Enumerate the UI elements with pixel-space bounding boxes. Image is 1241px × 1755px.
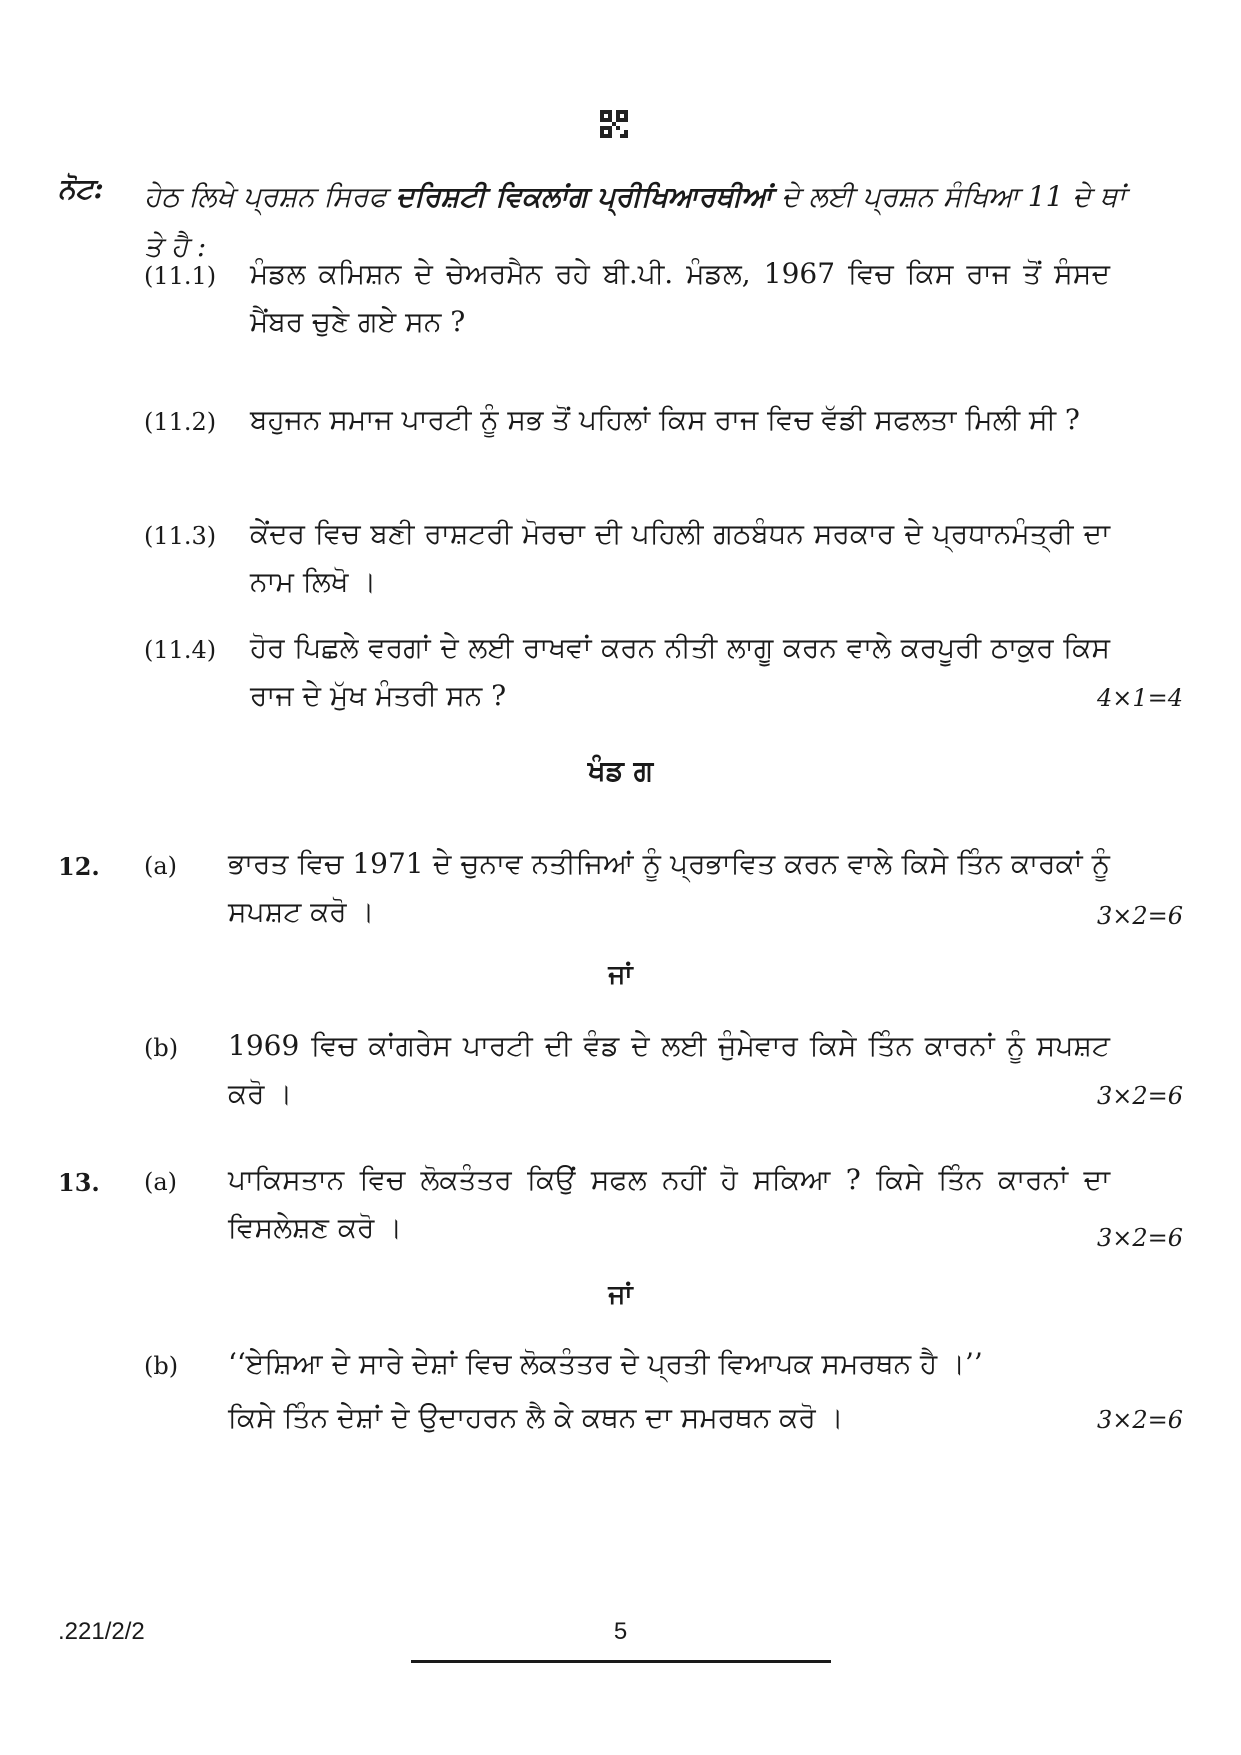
question-text-line: ‘‘ਏਸ਼ਿਆ ਦੇ ਸਾਰੇ ਦੇਸ਼ਾਂ ਵਿਚ ਲੋਕਤੰਤਰ ਦੇ ਪ੍ਰਤੀ ਵਿਆਪਕ ਸਮਰਥਨ ਹੈ ।’’	[228, 1347, 983, 1380]
marks: 3×2=6	[1096, 1406, 1183, 1434]
question-number: 12.	[58, 852, 100, 881]
sub-question-text: ਮੰਡਲ ਕਮਿਸ਼ਨ ਦੇ ਚੇਅਰਮੈਨ ਰਹੇ ਬੀ.ਪੀ. ਮੰਡਲ, 1967 ਵਿਚ ਕਿਸ ਰਾਜ ਤੋਂ ਸੰਸਦ ਮੈਂਬਰ ਚੁਣੇ ਗਏ ਸਨ ?	[250, 257, 1110, 338]
paper-code: .221/2/2	[58, 1618, 145, 1645]
sub-question-text: ਹੋਰ ਪਿਛਲੇ ਵਰਗਾਂ ਦੇ ਲਈ ਰਾਖਵਾਂ ਕਰਨ ਨੀਤੀ ਲਾਗੂ ਕਰਨ ਵਾਲੇ ਕਰਪੂਰੀ ਠਾਕੁਰ ਕਿਸ ਰਾਜ ਦੇ ਮੁੱਖ ਮੰਤਰੀ ਸਨ ?	[250, 631, 1110, 712]
footer-rule	[411, 1660, 831, 1663]
part-label: (a)	[144, 852, 178, 880]
question-text-line: ਕਿਸੇ ਤਿੰਨ ਦੇਸ਼ਾਂ ਦੇ ਉਦਾਹਰਨ ਲੈ ਕੇ ਕਥਨ ਦਾ ਸਮਰਥਨ ਕਰੋ ।	[228, 1401, 844, 1434]
part-label: (b)	[144, 1352, 179, 1380]
note-bold-text: ਦਰਿਸ਼ਟੀ ਵਿਕਲਾਂਗ ਪ੍ਰੀਖਿਆਰਥੀਆਂ	[395, 180, 773, 213]
part-label: (b)	[144, 1034, 179, 1062]
marks: 3×2=6	[1096, 902, 1183, 930]
sub-question-number: (11.4)	[144, 636, 217, 664]
marks: 3×2=6	[1096, 1082, 1183, 1110]
sub-question-number: (11.3)	[144, 522, 217, 550]
section-title: ਖੰਡ ਗ	[587, 754, 654, 787]
note-text: ਹੇਠ ਲਿਖੇ ਪ੍ਰਸ਼ਨ ਸਿਰਫ ਦਰਿਸ਼ਟੀ ਵਿਕਲਾਂਗ ਪ੍ਰੀਖਿਆਰਥੀਆਂ ਦੇ ਲਈ ਪ੍ਰਸ਼ਨ ਸੰਖਿਆ 11 ਦੇ ਥਾਂ ਤੇ ਹੈ :	[144, 180, 1126, 263]
question-text: ਪਾਕਿਸਤਾਨ ਵਿਚ ਲੋਕਤੰਤਰ ਕਿਉਂ ਸਫਲ ਨਹੀਂ ਹੋ ਸਕਿਆ ? ਕਿਸੇ ਤਿੰਨ ਕਾਰਨਾਂ ਦਾ ਵਿਸਲੇਸ਼ਣ ਕਰੋ ।	[228, 1163, 1110, 1244]
sub-question-text: ਬਹੁਜਨ ਸਮਾਜ ਪਾਰਟੀ ਨੂੰ ਸਭ ਤੋਂ ਪਹਿਲਾਂ ਕਿਸ ਰਾਜ ਵਿਚ ਵੱਡੀ ਸਫਲਤਾ ਮਿਲੀ ਸੀ ?	[250, 403, 1080, 436]
note-label: ਨੋਟ:	[58, 172, 104, 205]
marks: 3×2=6	[1096, 1224, 1183, 1252]
sub-question-number: (11.2)	[144, 408, 217, 436]
question-number: 13.	[58, 1168, 100, 1197]
question-text: 1969 ਵਿਚ ਕਾਂਗਰੇਸ ਪਾਰਟੀ ਦੀ ਵੰਡ ਦੇ ਲਈ ਜੁੰਮੇਵਾਰ ਕਿਸੇ ਤਿੰਨ ਕਾਰਨਾਂ ਨੂੰ ਸਪਸ਼ਟ ਕਰੋ ।	[228, 1029, 1110, 1110]
sub-question-text: ਕੇਂਦਰ ਵਿਚ ਬਣੀ ਰਾਸ਼ਟਰੀ ਮੋਰਚਾ ਦੀ ਪਹਿਲੀ ਗਠਬੰਧਨ ਸਰਕਾਰ ਦੇ ਪ੍ਰਧਾਨਮੰਤ੍ਰੀ ਦਾ ਨਾਮ ਲਿਖੋ ।	[250, 517, 1110, 598]
page-number: 5	[613, 1618, 628, 1645]
part-label: (a)	[144, 1168, 178, 1196]
or-separator: ਜਾਂ	[608, 960, 633, 990]
qr-code-icon	[600, 110, 628, 138]
sub-question-number: (11.1)	[144, 262, 217, 290]
question-text: ਭਾਰਤ ਵਿਚ 1971 ਦੇ ਚੁਨਾਵ ਨਤੀਜਿਆਂ ਨੂੰ ਪ੍ਰਭਾਵਿਤ ਕਰਨ ਵਾਲੇ ਕਿਸੇ ਤਿੰਨ ਕਾਰਕਾਂ ਨੂੰ ਸਪਸ਼ਟ ਕਰੋ ।	[228, 847, 1110, 928]
or-separator: ਜਾਂ	[608, 1280, 633, 1310]
marks: 4×1=4	[1096, 684, 1183, 712]
